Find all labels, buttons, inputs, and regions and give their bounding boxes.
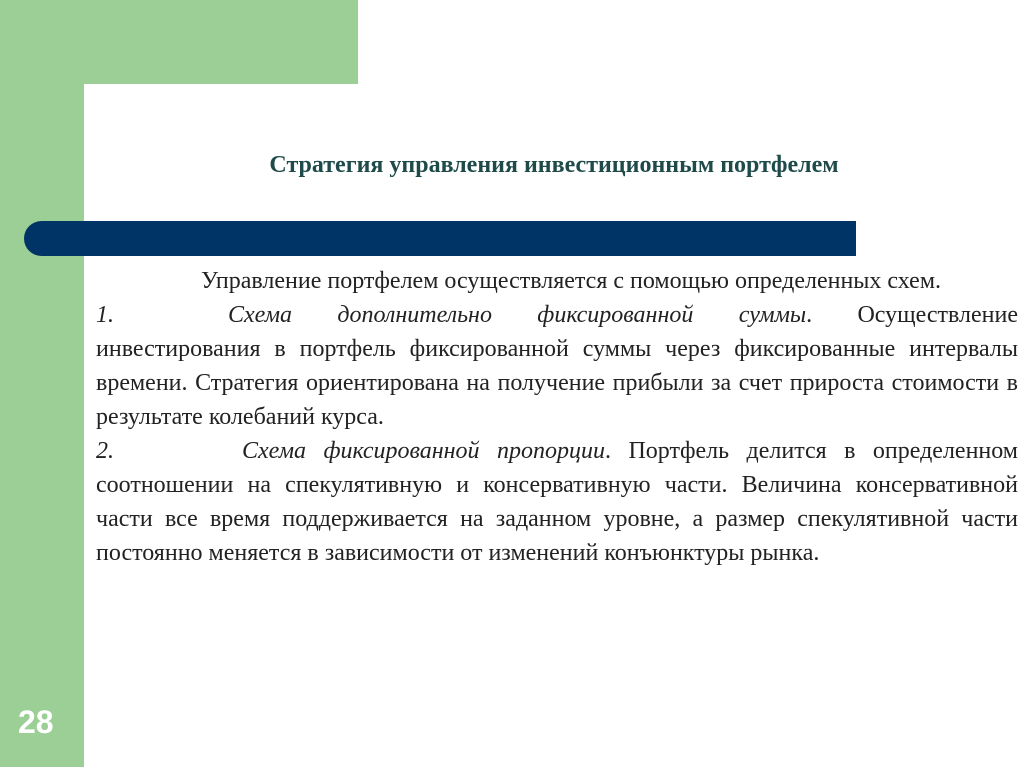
list-item xyxy=(96,298,1018,434)
item-number: 2. xyxy=(96,438,114,464)
title-underline-bar xyxy=(24,221,856,256)
green-sidebar xyxy=(0,0,84,767)
slide-body xyxy=(96,264,1018,570)
item-term: Схема дополнительно фиксированной суммы xyxy=(228,302,807,328)
green-top-block xyxy=(0,0,358,84)
item-term: Схема фиксированной пропорции xyxy=(242,438,605,464)
item-text: . Осуществление инвестирования в портфель фиксированной суммы через фиксированные интервалы времени. Стратегия ориентирована на получение прибыли за счет прироста стоимости в результате колебаний курса. xyxy=(96,302,1018,430)
page-number: 28 xyxy=(18,704,54,740)
slide-title: Стратегия управления инвестиционным портфелем xyxy=(269,152,839,178)
intro-paragraph: Управление портфелем осуществляется с помощью определенных схем. xyxy=(201,268,942,294)
item-text: . Портфель делится в определенном соотношении на спекулятивную и консервативную части. Величина консервативной части все время поддерживается на заданном уровне, а размер спекулятивной части постоянно меняется в зависимости от изменений конъюнктуры рынка. xyxy=(96,438,1018,566)
list-item xyxy=(96,434,1018,570)
item-number: 1. xyxy=(96,302,114,328)
